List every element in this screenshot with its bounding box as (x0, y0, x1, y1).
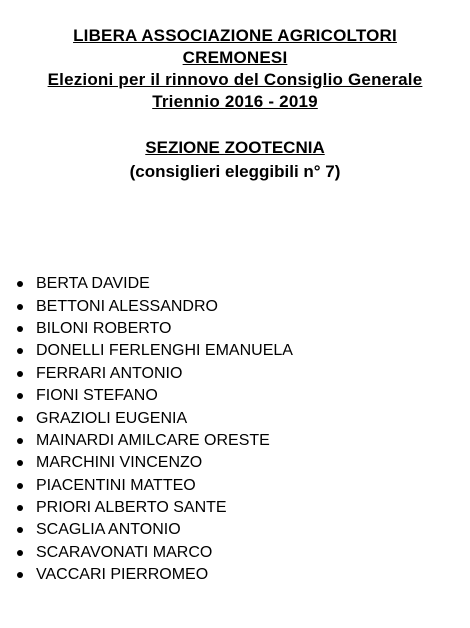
candidate-name: SCAGLIA ANTONIO (36, 521, 181, 539)
association-name-line-1: LIBERA ASSOCIAZIONE AGRICOLTORI (73, 26, 397, 45)
list-item (17, 385, 293, 407)
list-item (17, 475, 293, 497)
election-period: Triennio 2016 - 2019 (152, 92, 318, 111)
candidate-name: FERRARI ANTONIO (36, 364, 183, 382)
candidate-name: VACCARI PIERROMEO (36, 566, 209, 584)
bullet-icon (17, 304, 23, 310)
list-item (17, 318, 293, 340)
list-item (17, 564, 293, 586)
list-item (17, 273, 293, 295)
list-item (17, 542, 293, 564)
list-item (17, 340, 293, 362)
section-subtitle: (consiglieri eleggibili n° 7) (129, 162, 341, 181)
list-item (17, 519, 293, 541)
candidate-name: PRIORI ALBERTO SANTE (36, 499, 227, 517)
list-item (17, 295, 293, 317)
list-item (17, 497, 293, 519)
association-name-line-2: CREMONESI (182, 48, 288, 67)
bullet-icon (17, 572, 23, 578)
candidate-list (17, 273, 293, 586)
bullet-icon (17, 371, 23, 377)
bullet-icon (17, 527, 23, 533)
candidate-name: BERTA DAVIDE (36, 275, 150, 293)
bullet-icon (17, 483, 23, 489)
candidate-name: GRAZIOLI EUGENIA (36, 409, 188, 427)
bullet-icon (17, 326, 23, 332)
list-item (17, 430, 293, 452)
bullet-icon (17, 348, 23, 354)
bullet-icon (17, 416, 23, 422)
bullet-icon (17, 550, 23, 556)
section-title: SEZIONE ZOOTECNIA (145, 138, 325, 157)
candidate-name: BETTONI ALESSANDRO (36, 297, 218, 315)
list-item (17, 452, 293, 474)
candidate-name: MARCHINI VINCENZO (36, 454, 203, 472)
bullet-icon (17, 460, 23, 466)
bullet-icon (17, 393, 23, 399)
list-item (17, 363, 293, 385)
section-heading (0, 136, 470, 184)
bullet-icon (17, 281, 23, 287)
candidate-name: BILONI ROBERTO (36, 319, 172, 337)
candidate-name: PIACENTINI MATTEO (36, 476, 196, 494)
document-header (0, 25, 470, 113)
candidate-name: FIONI STEFANO (36, 387, 158, 405)
bullet-icon (17, 505, 23, 511)
candidate-name: SCARAVONATI MARCO (36, 543, 213, 561)
list-item (17, 407, 293, 429)
candidate-name: DONELLI FERLENGHI EMANUELA (36, 342, 293, 360)
bullet-icon (17, 438, 23, 444)
candidate-name: MAINARDI AMILCARE ORESTE (36, 431, 270, 449)
election-title: Elezioni per il rinnovo del Consiglio Generale (47, 70, 423, 89)
